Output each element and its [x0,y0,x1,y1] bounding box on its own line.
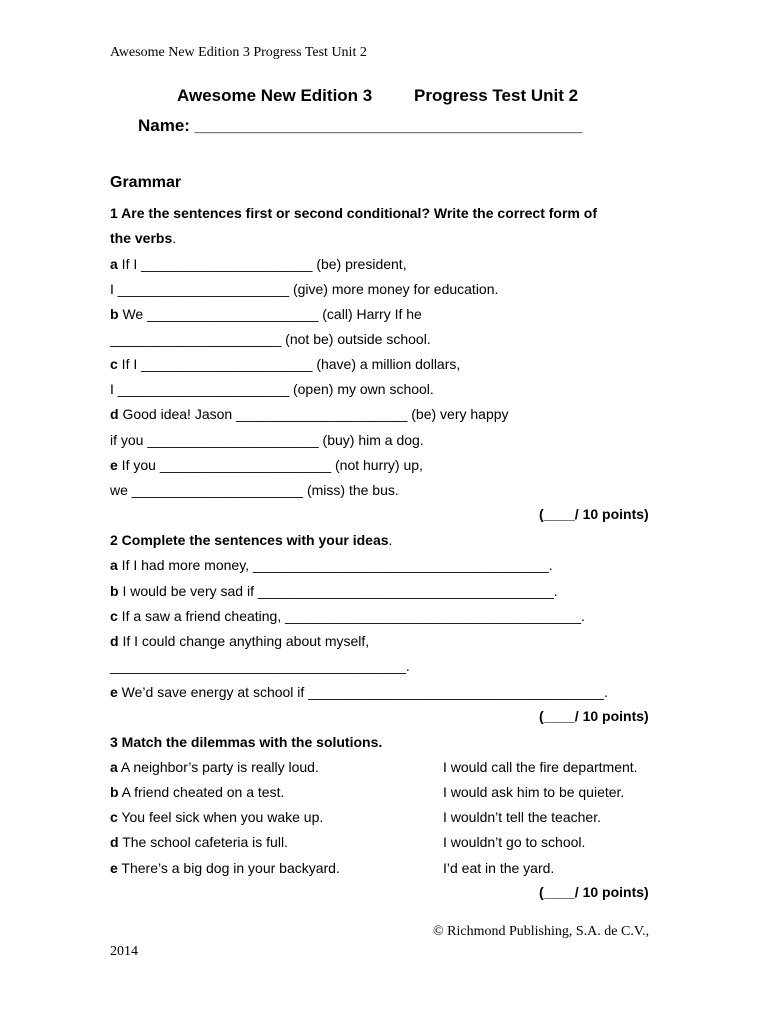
q2-line [110,632,369,650]
item-text: If a saw a friend cheating, ______________________________________. [117,608,585,624]
q1-line [110,330,431,348]
running-header: Awesome New Edition 3 Progress Test Unit 2 [110,45,367,60]
item-text: Good idea! Jason ______________________ (be) very happy [118,406,509,422]
q1-prompt-line1: 1 Are the sentences first or second conditional? Write the correct form of [110,205,597,221]
q3-prompt: 3 Match the dilemmas with the solutions. [110,734,383,750]
copyright-notice: © Richmond Publishing, S.A. de C.V., [433,924,650,939]
item-label: a [110,256,118,272]
item-label: e [110,457,118,473]
item-label: e [110,684,118,700]
item-text: We’d save energy at school if ______________________________________. [117,684,608,700]
section-title: Grammar [110,174,182,191]
item-text: ______________________________________. [110,658,410,674]
item-text: ______________________ (not be) outside school. [110,331,431,347]
dilemma-text: The school cafeteria is full. [118,834,288,850]
item-label: a [110,557,118,573]
q3-points: (____/ 10 points) [539,884,649,900]
q2-prompt [110,531,392,549]
q1-line [110,456,423,474]
item-text: If I ______________________ (have) a million dollars, [117,356,461,372]
q1-line [110,380,434,398]
item-label: d [110,406,119,422]
q2-prompt-bold: 2 Complete the sentences with your ideas [110,532,389,548]
q3-solution: I would call the fire department. [443,759,638,775]
q1-line [110,481,399,499]
item-text: If you ______________________ (not hurry) up, [117,457,423,473]
item-label: b [110,784,119,800]
item-text: I ______________________ (give) more money for education. [110,281,499,297]
q1-line [110,305,422,323]
q1-points: (____/ 10 points) [539,506,649,522]
item-label: d [110,633,119,649]
page-title: Awesome New Edition 3 [177,86,373,105]
q3-solution: I wouldn’t go to school. [443,834,586,850]
q1-line [110,255,407,273]
page-subtitle: Progress Test Unit 2 [414,86,579,105]
q2-line [110,657,410,675]
q2-prompt-tail: . [388,532,393,548]
item-text: if you ______________________ (buy) him a dog. [110,432,424,448]
item-label: c [110,809,118,825]
q2-line [110,582,558,600]
dilemma-text: You feel sick when you wake up. [117,809,324,825]
q3-dilemma [110,783,284,801]
q3-dilemma [110,808,323,826]
q2-line [110,683,608,701]
item-text: If I ______________________ (be) president, [117,256,407,272]
name-field-line: Name: _________________________________________ [138,116,583,135]
q1-line [110,405,509,423]
q3-dilemma [110,859,340,877]
q1-line [110,431,424,449]
item-text: If I could change anything about myself, [118,633,370,649]
q3-dilemma [110,758,319,776]
q3-dilemma [110,833,288,851]
q2-line [110,556,553,574]
q2-points: (____/ 10 points) [539,708,649,724]
item-text: If I had more money, ______________________________________. [117,557,553,573]
item-label: e [110,860,118,876]
copyright-year: 2014 [110,944,138,959]
q1-prompt-line2-tail: . [172,230,177,246]
q3-solution: I would ask him to be quieter. [443,784,625,800]
item-label: b [110,583,119,599]
q1-prompt-line2 [110,229,176,247]
q2-line [110,607,585,625]
dilemma-text: There’s a big dog in your backyard. [117,860,340,876]
item-label: d [110,834,119,850]
item-text: I ______________________ (open) my own school. [110,381,434,397]
q1-line [110,355,460,373]
item-label: c [110,608,118,624]
q3-solution: I’d eat in the yard. [443,860,555,876]
item-label: c [110,356,118,372]
item-text: I would be very sad if ______________________________________. [118,583,558,599]
item-text: we ______________________ (miss) the bus. [110,482,399,498]
dilemma-text: A neighbor’s party is really loud. [117,759,319,775]
q1-line [110,280,498,298]
item-label: b [110,306,119,322]
q1-prompt-line2-bold: the verbs [110,230,173,246]
item-text: We ______________________ (call) Harry If he [118,306,422,322]
q3-solution: I wouldn’t tell the teacher. [443,809,601,825]
dilemma-text: A friend cheated on a test. [118,784,285,800]
item-label: a [110,759,118,775]
